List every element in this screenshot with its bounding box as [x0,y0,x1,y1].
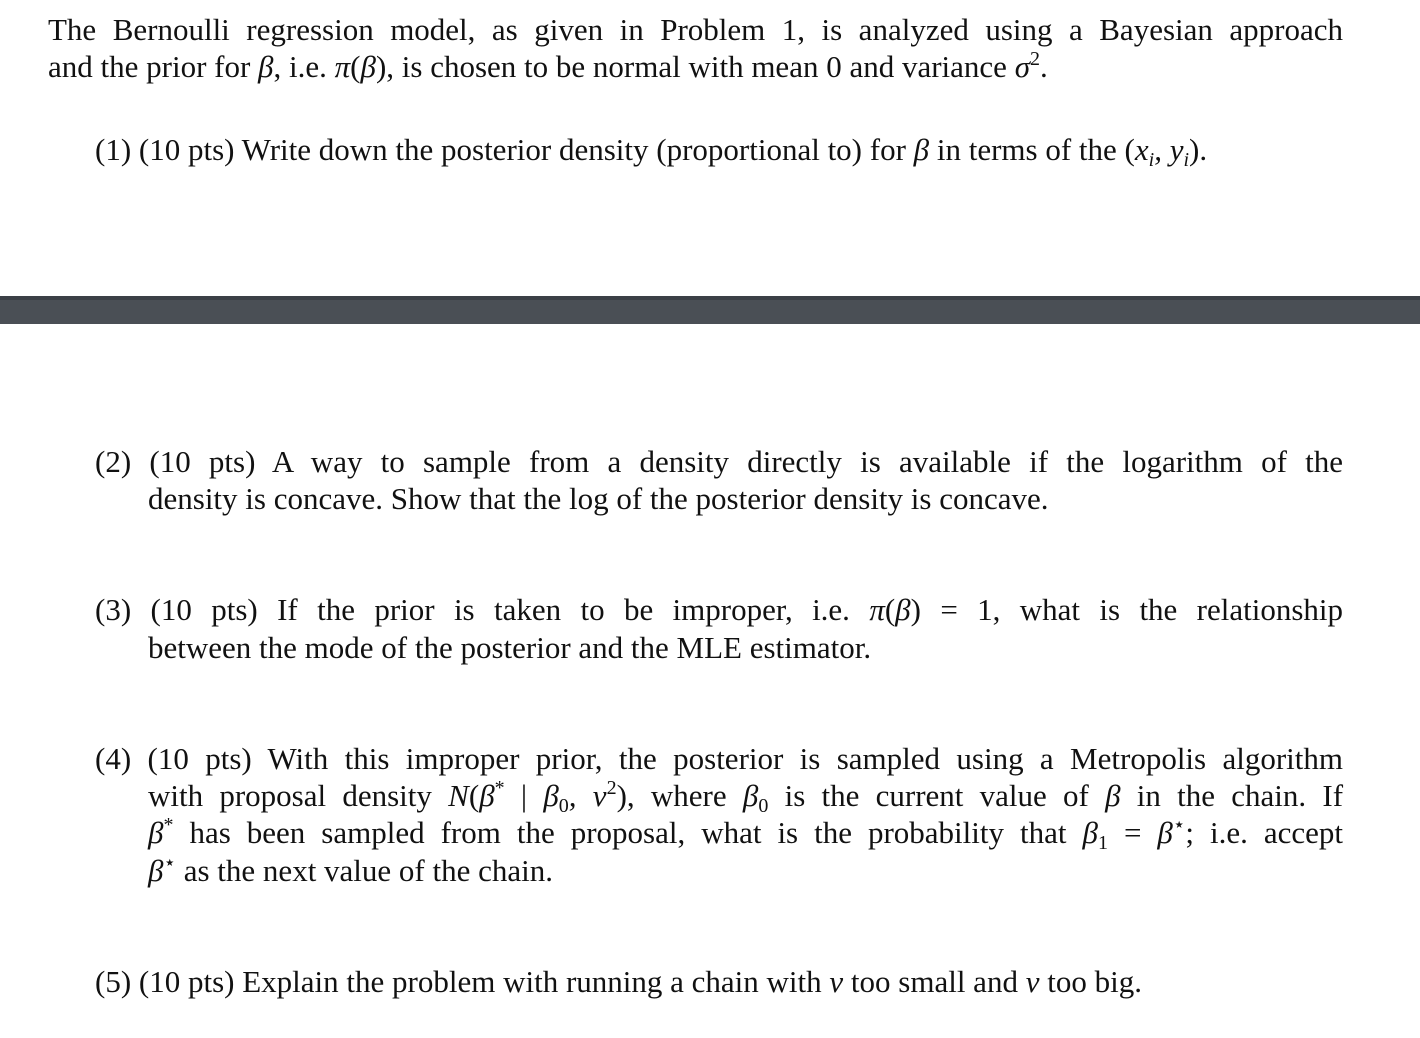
question-4-line-1 [95,741,1343,777]
question-4-text-3a: has been sampled from the proposal, what is the probability that [189,815,1067,850]
question-5-label: (5) [95,964,132,999]
question-3-text-b: = 1, what is the relationship [940,592,1344,627]
intro-line-2: and the prior for β, i.e. π(β), is chosen to be normal with mean 0 and variance $\sigma^2$. [48,48,1048,84]
question-4-text-2c: is the current value of [784,778,1089,813]
question-2-label: (2) [95,444,132,479]
question-2-text-1: (10 pts) A way to sample from a density directly is available if the logarithm of the [149,444,1343,479]
question-4-label: (4) [95,741,132,776]
question-4-text-2a: with proposal density [148,778,432,813]
math-v: v [1025,964,1040,999]
question-1-text-a: (10 pts) Write down the posterior density (proportional to) for [138,132,906,167]
question-4-text-3b: ; i.e. accept [1185,815,1344,850]
math-v: v [829,964,844,999]
question-1-text-b: in terms of the [936,132,1117,167]
math-beta: β [258,49,274,84]
question-5 [95,964,1142,1000]
math-beta-star: β⋆ [148,852,176,888]
section-divider [0,296,1420,324]
question-2-text-2: density is concave. Show that the log of the posterior density is concave. [148,481,1049,516]
intro-line-1-text: The Bernoulli regression model, as given in Problem 1, is analyzed using a Bayesian approach [48,12,1343,47]
question-4-text-2d: in the chain. If [1136,778,1344,813]
question-3-text-2: between the mode of the posterior and the MLE estimator. [148,630,872,665]
question-4-text-1: (10 pts) With this improper prior, the posterior is sampled using a Metropolis algorithm [147,741,1343,776]
intro-line-1 [48,12,1343,48]
question-3-line-1 [95,592,1343,628]
question-2-line-1 [95,444,1343,480]
question-2-line-2 [148,481,1049,517]
question-4-line-2 [148,777,1344,817]
math-beta-star: β* [148,814,174,850]
math-beta: β [913,132,930,167]
question-1: (1) (10 pts) Write down the posterior density (proportional to) for β in terms of the ($x_i$, $y_i$). [95,132,1208,171]
question-5-text-b: too small and [850,964,1018,999]
math-beta: β [1105,778,1121,813]
math-prior: π(β) [334,49,387,84]
question-4-line-3 [148,814,1344,854]
question-5-text-c: too big. [1047,964,1142,999]
question-3-label: (3) [95,592,132,627]
math-beta-0: $\beta_0$ [742,778,769,817]
question-3-text-a: (10 pts) If the prior is taken to be improper, i.e. [150,592,850,627]
intro-text-b: , i.e. [273,49,327,84]
math-xi-yi: ($x_i$, $y_i$) [1124,132,1200,171]
question-1-label: (1) [95,132,132,167]
intro-text-a: and the prior for [48,49,251,84]
math-beta1-equals-beta-star: $\beta_1 = \beta^⋆$ [1082,814,1186,854]
question-4-text-2b: , where [626,778,727,813]
intro-text-c: , is chosen to be normal with mean 0 and variance [386,49,1007,84]
math-sigma-squared: $\sigma^2$ [1014,48,1040,84]
question-5-text-a: (10 pts) Explain the problem with running a chain with [138,964,822,999]
math-proposal-density: N(β* | $\beta_0$, $v^2$) [448,777,627,817]
question-3-line-2 [148,630,871,666]
question-4-line-4 [148,853,553,889]
question-4-text-4: as the next value of the chain. [183,853,554,888]
math-prior: π(β) [869,592,921,627]
